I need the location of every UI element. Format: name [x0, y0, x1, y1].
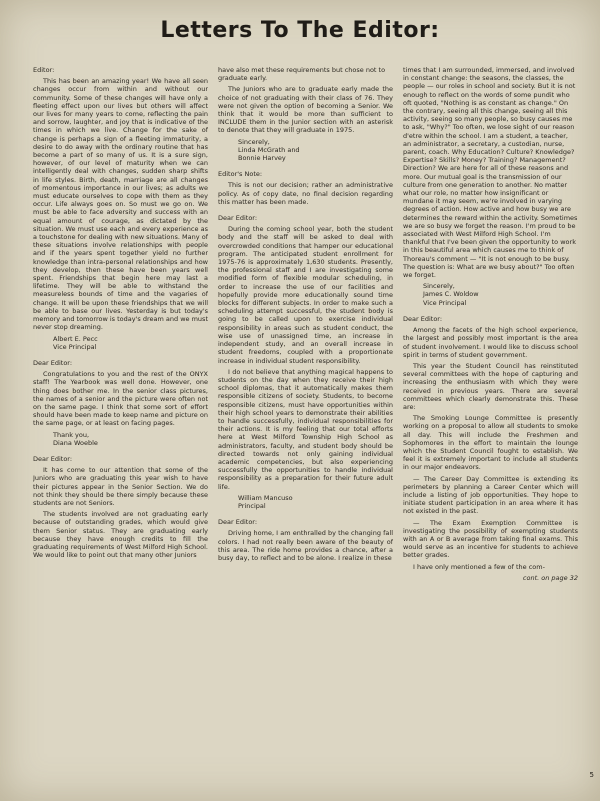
column-left: [33, 66, 208, 782]
letter-paragraph: Congratulations to you and the rest of the ONYX staff! The Yearbook was well done. However, one thing does bother me. In the senior class pictures, the names of a senior and the picture were often not on the same page. I think that some sort of effort should have been made to keep name and picture on the same page, or at least on facing pages.: [33, 370, 208, 428]
letter-signature: Sincerely,: [238, 137, 270, 146]
letter-paragraph: I have only mentioned a few of the com-: [413, 562, 545, 571]
letter-signature: Thank you,: [53, 430, 90, 439]
letter-salutation: Dear Editor:: [218, 518, 258, 527]
letter-salutation: Dear Editor:: [218, 214, 258, 223]
letter-salutation: times that I am surrounded, immersed, and involved in constant change: the seasons, the classes, the people — our roles in school and society. But it is not enough to reflect on the words of some pundit who oft quoted, "Nothing is as constant as change." On the contrary, seeing all this change, seeing all this activity, seeing so many people, so busy causes me to ask, "Why?" Too often, we lose sight of our reason d'etre within the school. I am a student, a teacher, an administrator, a secretary, a custodian, nurse, parent, coach. Why Education? Culture? Knowledge? Expertise? Skills? Money? Training? Management? Direction? We are here for all of these reasons and more. Our mutual goal is the transmission of our culture from one generation to another. No matter what our role, no matter how insignificant or mundane it may seem, we're involved in varying degrees of action. How active and how busy we are determines the reward within the activity. Sometimes we are so busy we forget the reason. I'm proud to be associated with West Milford High School. I'm thankful that I've been given the opportunity to work in this beautiful area which causes me to think of Thoreau's comment — "It is not enough to be busy. The question is: What are we busy about?" Too often we forget.: [403, 66, 578, 280]
letter-paragraph: It has come to our attention that some of the Juniors who are graduating this year wish to have their pictures appear in the Senior Section. We do not think they should be there simply because these students are not Seniors.: [33, 466, 208, 507]
letters-columns: [33, 66, 578, 782]
letter-paragraph: I do not believe that anything magical happens to students on the day when they receive their high school diplomas, that it automatically makes them responsible citizens of society. Students, to become responsible citizens, must have opportunities within their high school years to demonstrate their abilities to handle successfully, individual responsibilities for their actions. It is my feeling that our total efforts here at West Milford Township High School as administrators, faculty, and student body should be directed towards not only gaining individual academic competencies, but also experiencing successfully the opportunities to handle individual responsibility as a preparation for their future adult life.: [218, 367, 393, 491]
letter-signature: Sincerely,: [423, 282, 455, 291]
letter-salutation: Editor's Note:: [218, 170, 263, 179]
letter-paragraph: The students involved are not graduating early because of outstanding grades, which would give them Senior status. They are graduating early because they have enough credits to fill the graduating requirements of West Milford High School. We would like to point out that many other Juniors: [33, 510, 208, 560]
letter-signature: William Mancuso: [238, 493, 293, 502]
letter-signature: James C. Woldow: [423, 290, 479, 299]
letter-salutation: have also met these requirements but chose not to graduate early.: [218, 66, 386, 83]
letter-signature: Albert E. Pecc: [53, 334, 98, 343]
letter-salutation: Editor:: [33, 66, 55, 74]
letter-signature: Vice Principal: [53, 342, 97, 351]
letter-paragraph: Driving home, I am enthralled by the changing fall colors. I had not really been aware of the beauty of this area. The ride home provides a chance, after a busy day, to reflect and to be alone. I realize in these: [218, 529, 393, 562]
letter-paragraph: — The Career Day Committee is extending its perimeters by planning a Career Center which will include a listing of job opportunities. They hope to initiate student participation in an area where it has not existed in the past.: [403, 474, 578, 516]
letter-signature: Bonnie Harvey: [238, 154, 286, 163]
letter-paragraph: Among the facets of the high school experience, the largest and possibly most important is the area of student involvement. I would like to discuss school spirit in terms of student government.: [403, 326, 578, 359]
letter-salutation: Dear Editor:: [33, 358, 73, 367]
page-title: Letters To The Editor:: [160, 18, 440, 43]
letter-signature: Linda McGrath and: [238, 145, 300, 154]
letter-signature: Diana Woeble: [53, 438, 98, 447]
letter-paragraph: — The Exam Exemption Committee is investigating the possibility of exempting students with an A or B average from taking final exams. This would serve as an incentive for students to achieve better grades.: [403, 518, 578, 560]
column-right: [403, 66, 578, 782]
continued-note: cont. on page 32: [522, 573, 578, 582]
letter-paragraph: This has been an amazing year! We have all seen changes occur from within and without our community. Some of these changes will have only a fleeting effect upon our lives but others will affect our lives for many years to come, reflecting the pain and sorrow, laughter, and joy that is indicative of the times in which we live. Change for the sake of change is perhaps a sign of a fleeting immaturity, a desire to do away with the ordinary routine that has become a part of so many of us. It is a sure sign, however, of our level of maturity when we can intelligently deal with changes, sudden sharp shifts in life styles. Birth, death, marriage are all changes of momentous importance in our lives; as adults we must educate ourselves to cope with them as they occur. Life always goes on. So must we go on. We must be able to face adversity and success with an equal amount of courage, as dictated by the situation. We must use each and every experience as a touchstone for dealing with new situations. Many of these situations involve relationships with people and if the years spent together yield no further knowledge than intra-personal relationships and how they develop, then these have been years well spent. Friendships that begin here may last a lifetime. They will be able to withstand the measureless bounds of time and the vagaries of change. It will be upon these friendships that we will be able to base our lives. Yesterday is but today's memory and tomorrow is today's dream and we must never stop dreaming.: [33, 77, 208, 332]
letter-paragraph: This year the Student Council has reinstituted several committees with the hope of capturing and increasing the enthusiasm with which they were received in previous years. There are several committees which clearly demonstrate this. These are:: [403, 361, 578, 411]
letter-paragraph: This is not our decision; rather an administrative policy. As of copy date, no final decision regarding this matter has been made.: [218, 181, 393, 206]
letter-signature: Vice Principal: [423, 298, 467, 307]
column-middle: [218, 66, 393, 782]
letter-signature: Principal: [238, 501, 266, 510]
letter-paragraph: The Juniors who are to graduate early made the choice of not graduating with their class of 76. They were not given the option of becoming a Senior. We think that it would be more than sufficient to INCLUDE them in the Junior section with an asterisk to denote that they will graduate in 1975.: [218, 85, 393, 135]
letter-paragraph: The Smoking Lounge Committee is presently working on a proposal to allow all students to smoke all day. This will include the Freshmen and Sophomores in the effort to maintain the lounge which the Student Council fought to establish. We feel it is extremely important to include all students in our major endeavors.: [403, 414, 578, 472]
page-number: 5: [589, 771, 594, 779]
letter-salutation: Dear Editor:: [403, 314, 443, 323]
letter-paragraph: During the coming school year, both the student body and the staff will be asked to deal with overcrowded conditions that hamper our educational program. The anticipated student enrollment for 1975-76 is approximately 1,630 students. Presently, the professional staff and I are investigating some modified form of flexible modular scheduling, in order to increase the use of our facilities and hopefully provide more educationally sound time blocks for different subjects. In order to make such a scheduling attempt successful, the student body is going to be called upon to exercise individual responsibility in areas such as student conduct, the wise use of unassigned time, an increase in independent study, and an overall increase in student freedoms, coupled with a proportionate increase in individual student responsibility.: [218, 225, 393, 365]
letter-salutation: Dear Editor:: [33, 454, 73, 463]
